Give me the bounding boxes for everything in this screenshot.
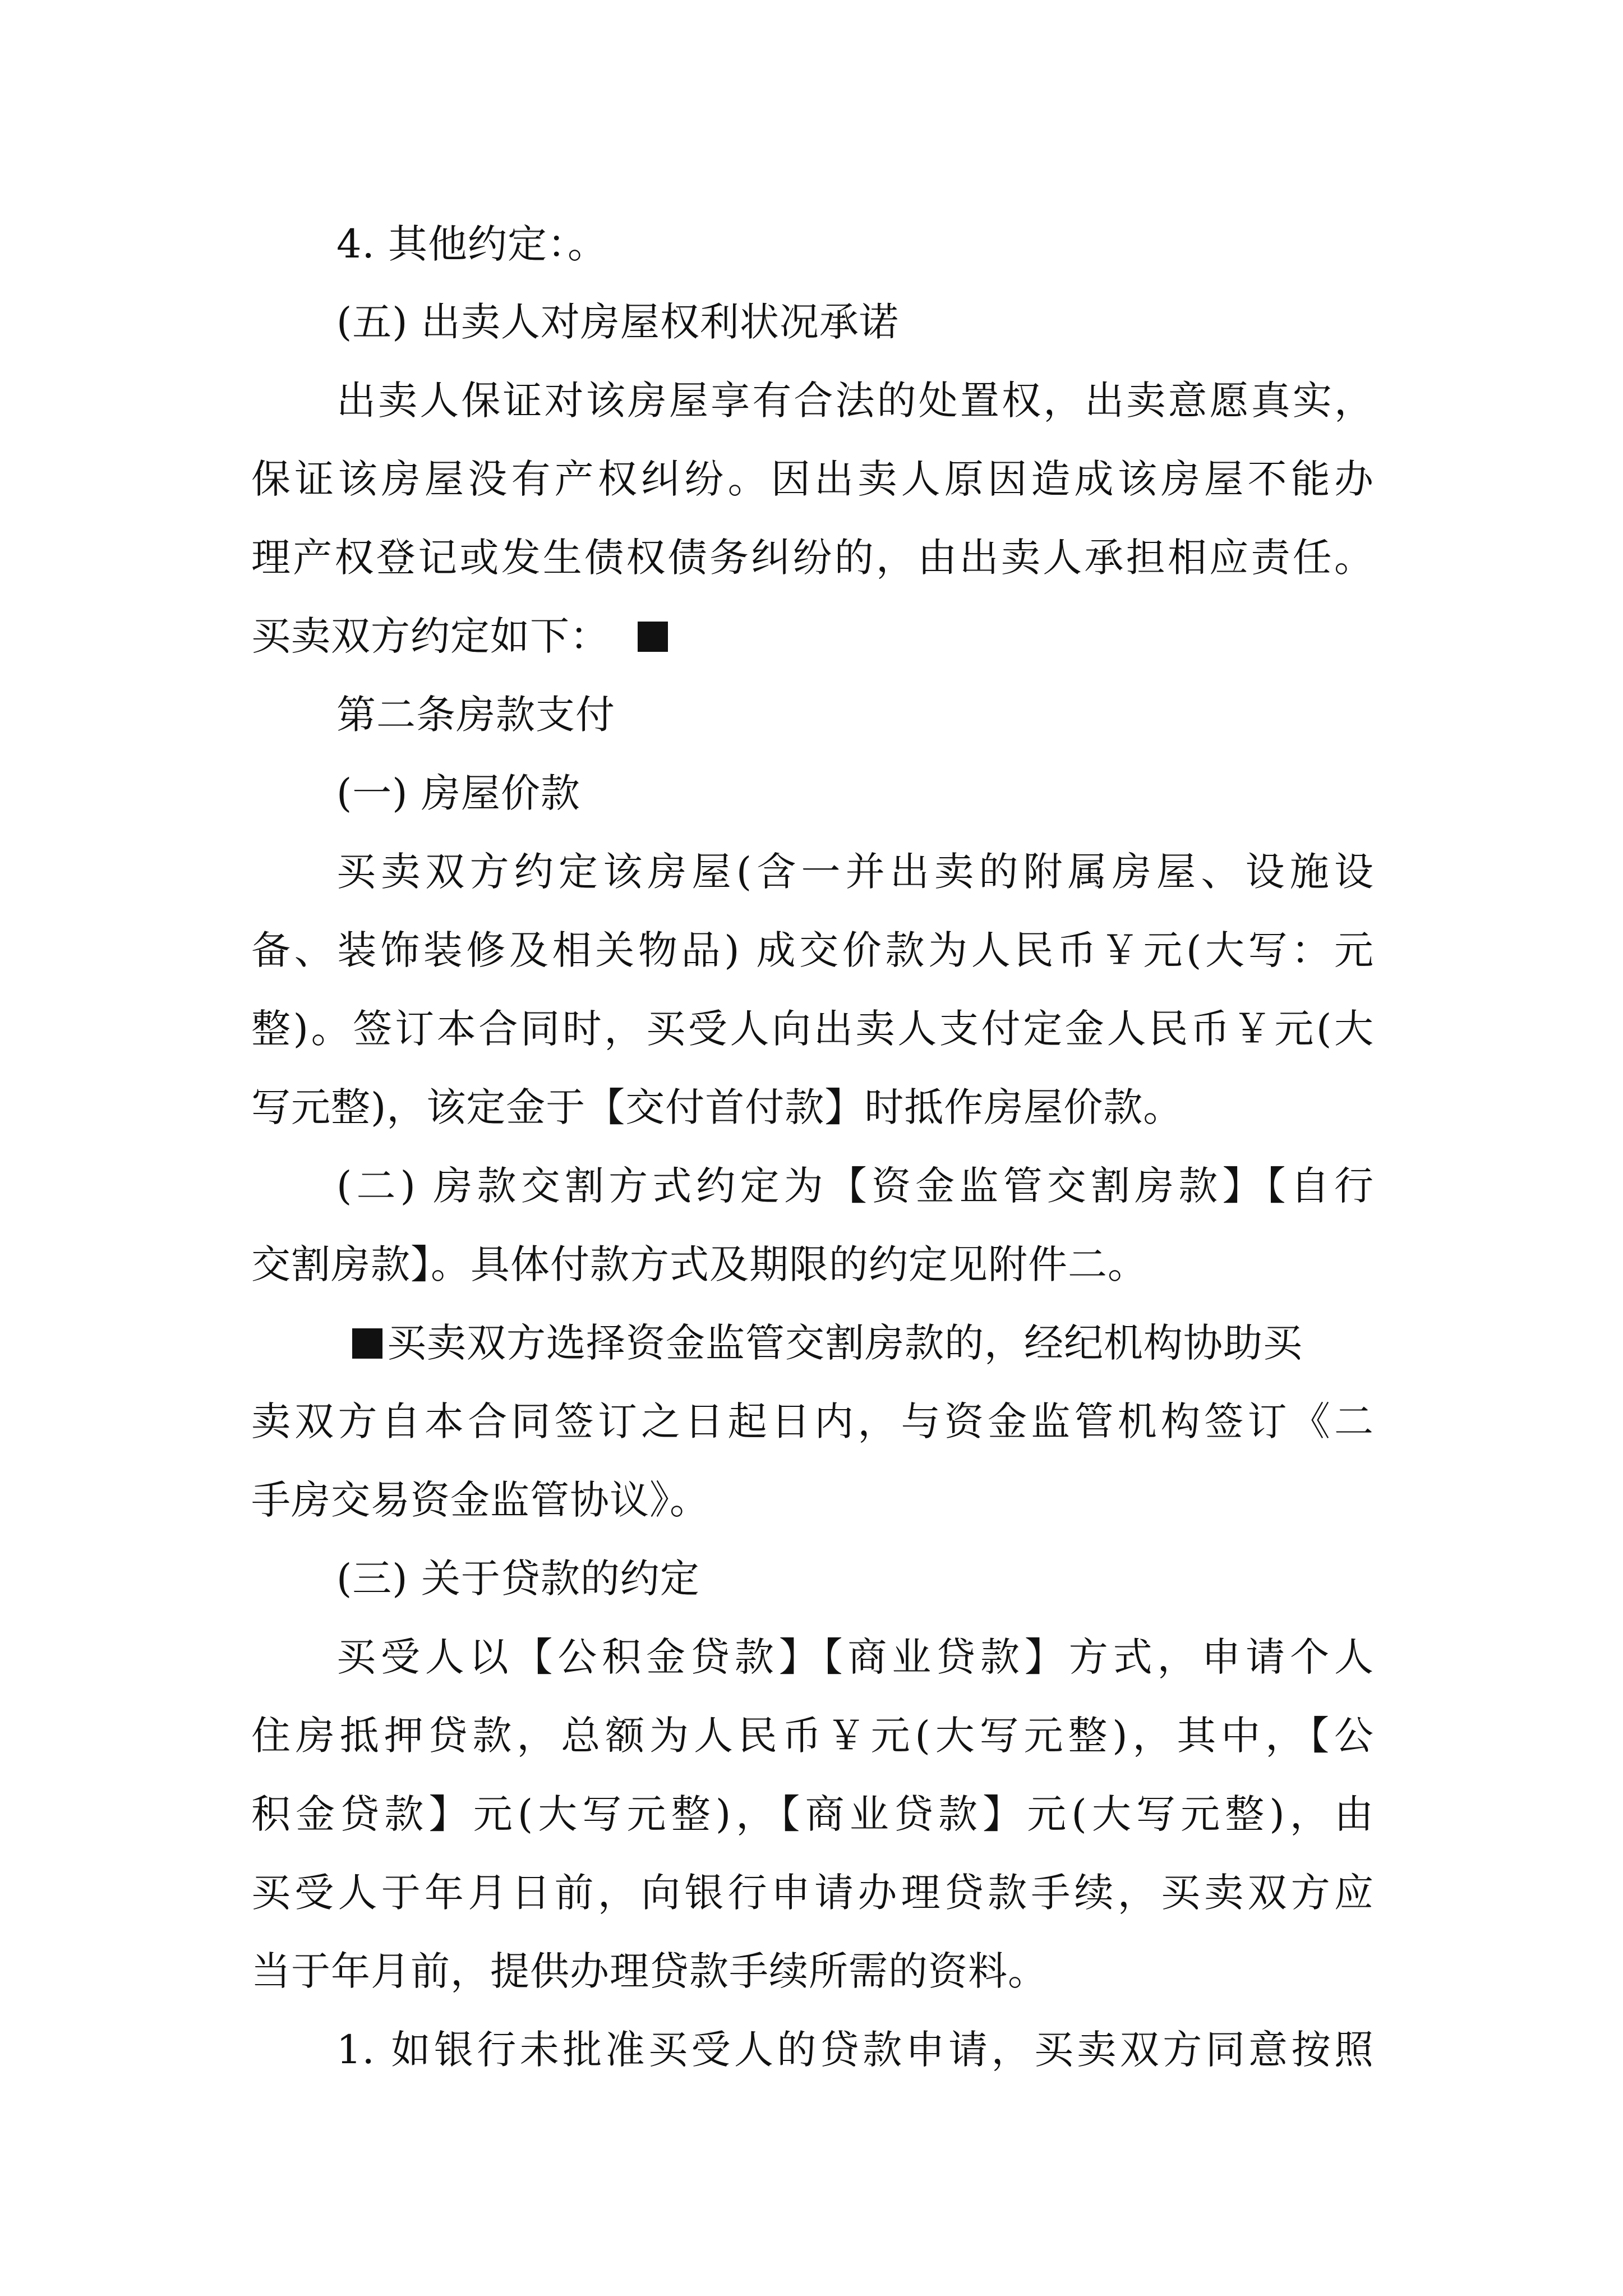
paragraph-line: 买受人以【公积金贷款】【商业贷款】方式，申请个人	[336, 1634, 1374, 1680]
section-heading-house-price: (一) 房屋价款	[336, 770, 580, 816]
paragraph-line: 交割房款】。具体付款方式及期限的约定见附件二。	[251, 1241, 1147, 1287]
paragraph-line: 理产权登记或发生债权债务纠纷的，由出卖人承担相应责任。	[251, 535, 1374, 581]
section-heading-seller-commitment: (五) 出卖人对房屋权利状况承诺	[336, 299, 899, 345]
paragraph-line: 写元整)，该定金于【交付首付款】时抵作房屋价款。	[251, 1084, 1183, 1130]
fund-supervision-text: 买卖双方选择资金监管交割房款的，经纪机构协助买	[387, 1320, 1303, 1366]
paragraph-line: 买卖双方约定该房屋(含一并出卖的附属房屋、设施设	[336, 849, 1374, 895]
paragraph-line: 出卖人保证对该房屋享有合法的处置权，出卖意愿真实，	[336, 378, 1374, 424]
paragraph-line: 积金贷款】元(大写元整)，【商业贷款】元(大写元整)，由	[251, 1791, 1374, 1837]
paragraph-line: 住房抵押贷款，总额为人民币￥元(大写元整)，其中，【公	[251, 1713, 1374, 1759]
paragraph-line: 备、装饰装修及相关物品) 成交价款为人民币￥元(大写：元	[251, 927, 1374, 973]
paragraph-line: 卖双方自本合同签订之日起日内，与资金监管机构签订《二	[251, 1398, 1374, 1444]
agreement-intro-text: 买卖双方约定如下：	[251, 613, 610, 659]
clause-other-agreement: 4. 其他约定：。	[336, 221, 608, 267]
paragraph-line	[352, 1317, 1303, 1369]
paragraph-line: 保证该房屋没有产权纠纷。因出卖人原因造成该房屋不能办	[251, 456, 1374, 502]
paragraph-line	[251, 610, 668, 662]
checkbox-filled-icon	[638, 622, 668, 652]
paragraph-line: 1. 如银行未批准买受人的贷款申请，买卖双方同意按照	[336, 2027, 1374, 2073]
paragraph-line: 买受人于年月日前，向银行申请办理贷款手续，买卖双方应	[251, 1870, 1374, 1916]
checkbox-filled-icon	[352, 1328, 382, 1359]
paragraph-line: (二) 房款交割方式约定为【资金监管交割房款】【自行	[336, 1163, 1374, 1209]
paragraph-line: 当于年月前，提供办理贷款手续所需的资料。	[251, 1948, 1048, 1994]
section-heading-loan: (三) 关于贷款的约定	[336, 1556, 700, 1602]
paragraph-line: 整)。签订本合同时，买受人向出卖人支付定金人民币￥元(大	[251, 1006, 1374, 1052]
paragraph-line: 手房交易资金监管协议》。	[251, 1477, 709, 1523]
article-heading-payment: 第二条房款支付	[336, 692, 615, 738]
